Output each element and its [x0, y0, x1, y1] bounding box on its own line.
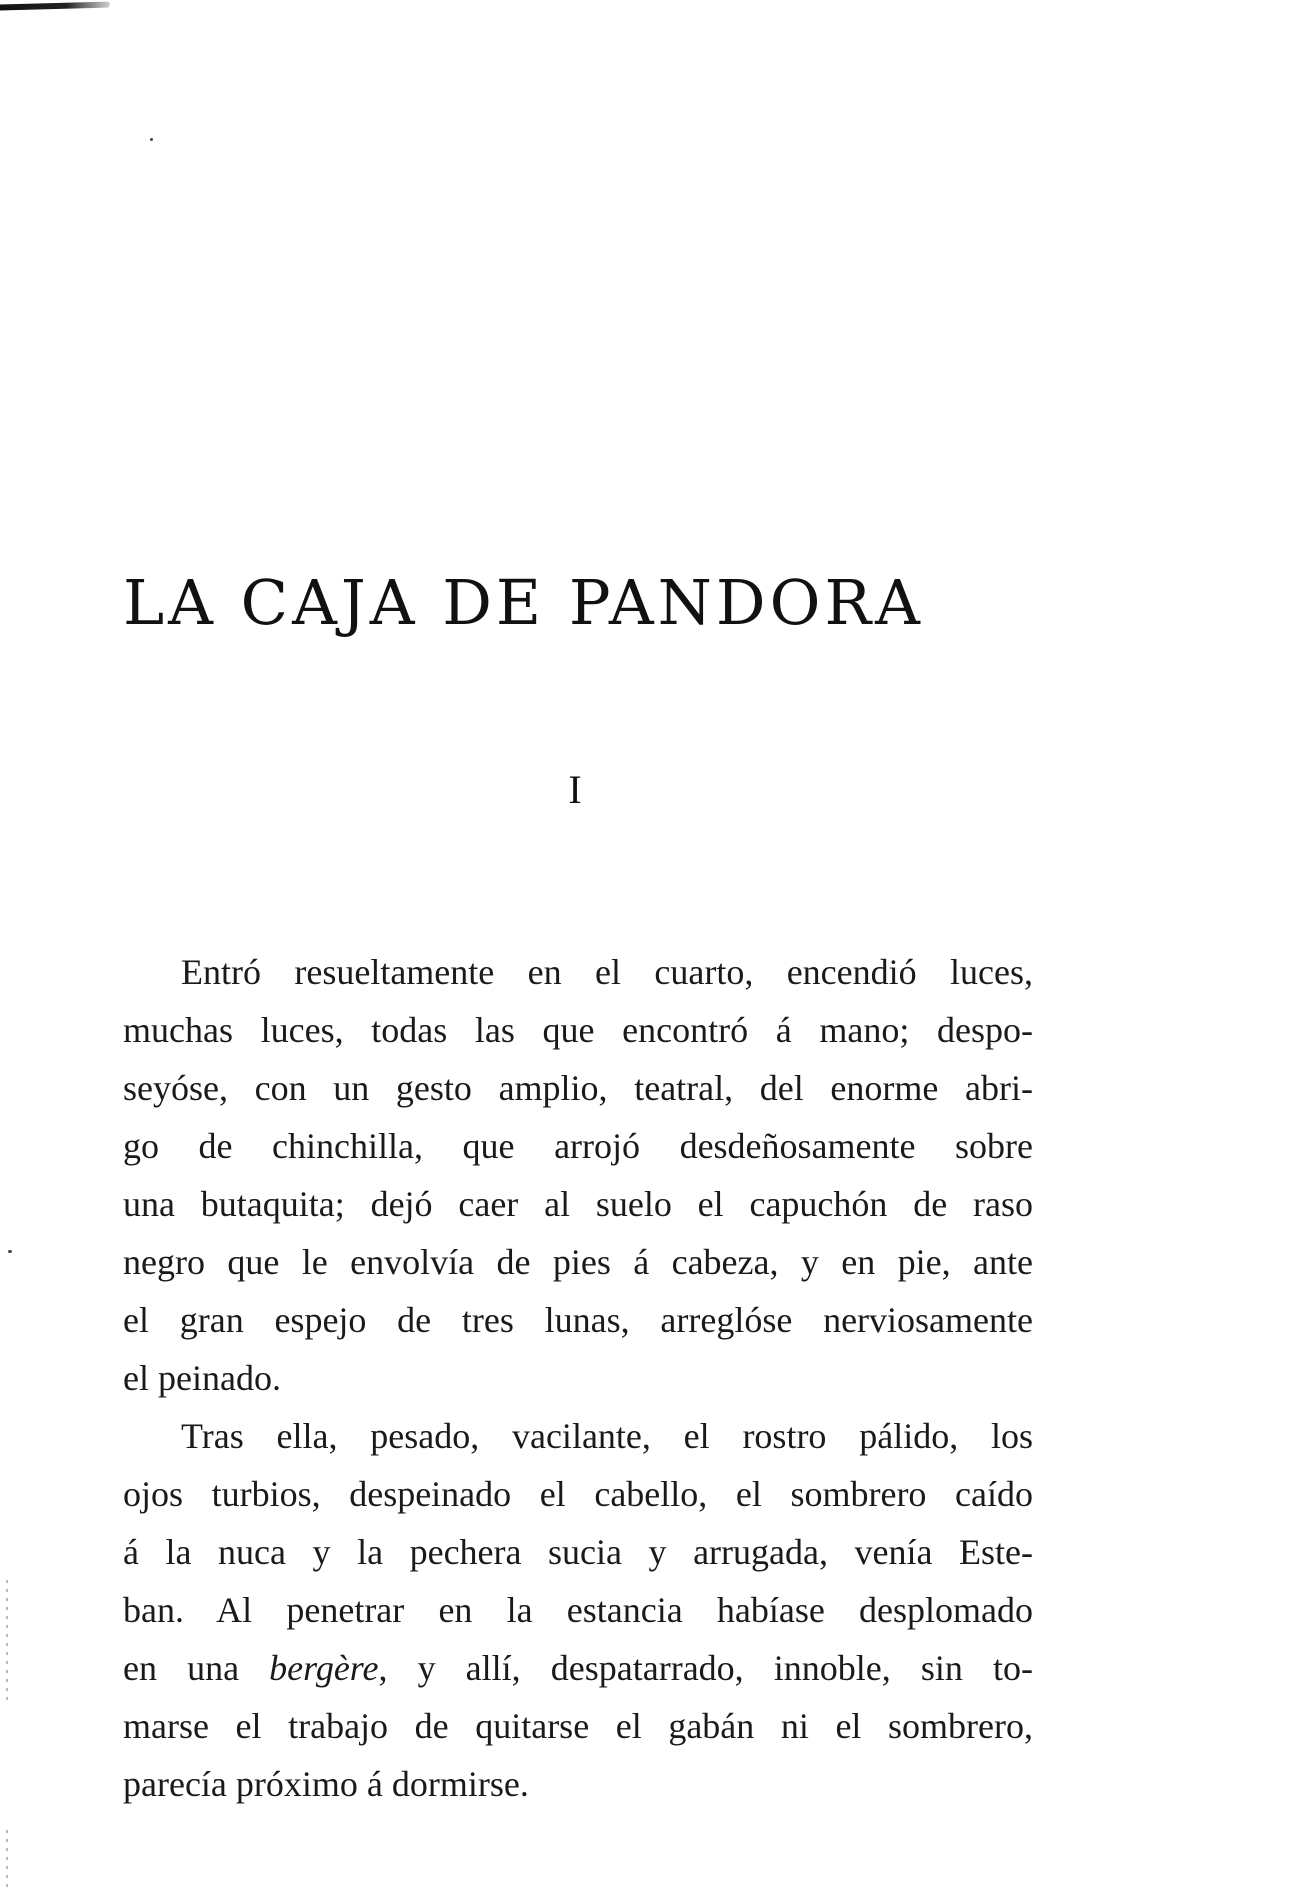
- text-line: muchas luces, todas las que encontró á mano; despo-: [123, 1010, 1033, 1050]
- text-line: Entró resueltamente en el cuarto, encendió luces,: [181, 952, 1033, 992]
- paper-speck: [8, 1250, 12, 1253]
- text-line: negro que le envolvía de pies á cabeza, y en pie, ante: [123, 1242, 1033, 1282]
- text-line: el gran espejo de tres lunas, arreglóse nerviosamente: [123, 1300, 1033, 1340]
- text-line: una butaquita; dejó caer al suelo el capuchón de raso: [123, 1184, 1033, 1224]
- scan-corner-mark: [0, 2, 110, 11]
- body-text: [123, 943, 1033, 1813]
- text-line: marse el trabajo de quitarse el gabán ni el sombrero,: [123, 1706, 1033, 1746]
- text-line: á la nuca y la pechera sucia y arrugada, venía Este-: [123, 1532, 1033, 1572]
- text-line: Tras ella, pesado, vacilante, el rostro pálido, los: [181, 1416, 1033, 1456]
- page-edge-dots: [6, 1830, 8, 1890]
- page-edge-dots: [6, 1580, 8, 1700]
- text-line: ojos turbios, despeinado el cabello, el sombrero caído: [123, 1474, 1033, 1514]
- text-line: el peinado.: [123, 1358, 281, 1398]
- story-title: LA CAJA DE PANDORA: [123, 566, 924, 639]
- text-line: en una bergère, y allí, despatarrado, innoble, sin to-: [123, 1648, 1033, 1688]
- chapter-number: I: [568, 767, 582, 812]
- text-line: parecía próximo á dormirse.: [123, 1764, 529, 1804]
- text-line: go de chinchilla, que arrojó desdeñosamente sobre: [123, 1126, 1033, 1166]
- italic-word: bergère: [269, 1648, 379, 1688]
- text-line: seyóse, con un gesto amplio, teatral, del enorme abri-: [123, 1068, 1033, 1108]
- text-line: ban. Al penetrar en la estancia habíase desplomado: [123, 1590, 1033, 1630]
- paper-speck: [150, 138, 153, 141]
